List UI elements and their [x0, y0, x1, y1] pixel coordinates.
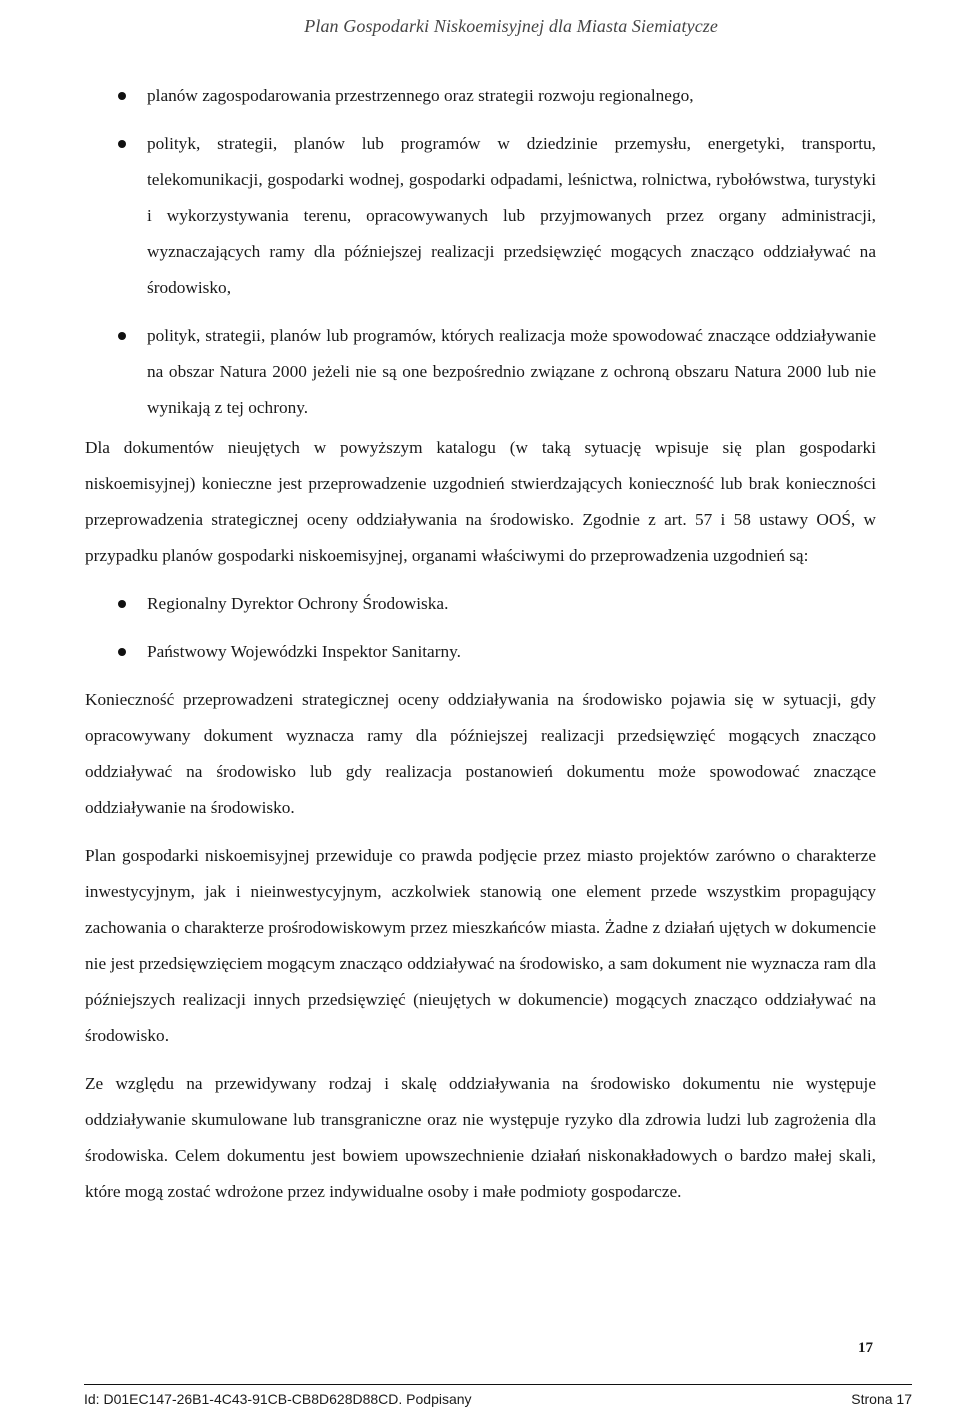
paragraph: Dla dokumentów nieujętych w powyższym katalogu (w taką sytuację wpisuje się plan gospodarki niskoemisyjnej) konieczne jest przeprowadzenie uzgodnień stwierdzających konieczność lub brak konieczności przeprowadzenia strategicznej oceny oddziaływania na środowisko. Zgodnie z art. 57 i 58 ustawy OOŚ, w przypadku planów gospodarki niskoemisyjnej, organami właściwymi do przeprowadzenia uzgodnień są:: [85, 438, 876, 565]
bullet-list-authorities: [85, 586, 876, 670]
bullet-list-plans: [85, 78, 876, 426]
bullet-icon: [118, 600, 126, 608]
bullet-icon: [118, 648, 126, 656]
bullet-icon: [118, 140, 126, 148]
page-number: 17: [858, 1340, 873, 1356]
list-item: [85, 78, 876, 114]
page-header-title: Plan Gospodarki Niskoemisyjnej dla Miasta Siemiatycze: [304, 16, 718, 36]
list-item-text: polityk, strategii, planów lub programów w dziedzinie przemysłu, energetyki, transportu, telekomunikacji, gospodarki wodnej, gospodarki odpadami, leśnictwa, rolnictwa, rybołówstwa, turystyki i wykorzystywania terenu, opracowywanych lub przyjmowanych przez organy administracji, wyznaczających ramy dla późniejszej realizacji przedsięwzięć mogących znacząco oddziaływać na środowisko,: [147, 134, 876, 297]
list-item-text: polityk, strategii, planów lub programów, których realizacja może spowodować znaczące oddziaływanie na obszar Natura 2000 jeżeli nie są one bezpośrednio związane z ochroną obszaru Natura 2000 lub nie wynikają z tej ochrony.: [147, 326, 876, 417]
footer-document-id: Id: D01EC147-26B1-4C43-91CB-CB8D628D88CD. Podpisany: [84, 1391, 472, 1407]
paragraph: Konieczność przeprowadzeni strategicznej oceny oddziaływania na środowisko pojawia się w sytuacji, gdy opracowywany dokument wyznacza ramy dla późniejszej realizacji przedsięwzięć mogących znacząco oddziaływać na środowisko lub gdy realizacja postanowień dokumentu może spowodować znaczące oddziaływanie na środowisko.: [85, 690, 876, 817]
footer-page-label: Strona 17: [851, 1391, 912, 1407]
list-item-text: planów zagospodarowania przestrzennego oraz strategii rozwoju regionalnego,: [147, 86, 694, 105]
list-item: [85, 318, 876, 426]
list-item-text: Państwowy Wojewódzki Inspektor Sanitarny.: [147, 642, 461, 661]
bullet-icon: [118, 92, 126, 100]
list-item-text: Regionalny Dyrektor Ochrony Środowiska.: [147, 594, 449, 613]
paragraph: Plan gospodarki niskoemisyjnej przewiduje co prawda podjęcie przez miasto projektów zarówno o charakterze inwestycyjnym, jak i nieinwestycyjnym, aczkolwiek stanowią one element przede wszystkim propagujący zachowania o charakterze prośrodowiskowym przez mieszkańców miasta. Żadne z działań ujętych w dokumencie nie jest przedsięwzięciem mogącym znacząco oddziaływać na środowisko, a sam dokument nie wyznacza ram dla późniejszych realizacji innych przedsięwzięć (nieujętych w dokumencie) mogących znacząco oddziaływać na środowisko.: [85, 846, 876, 1045]
document-body: [85, 78, 876, 1210]
bullet-icon: [118, 332, 126, 340]
footer-divider: [84, 1384, 912, 1385]
list-item: [85, 586, 876, 622]
list-item: [85, 634, 876, 670]
list-item: [85, 126, 876, 306]
paragraph: Ze względu na przewidywany rodzaj i skalę oddziaływania na środowisko dokumentu nie występuje oddziaływanie skumulowane lub transgraniczne oraz nie występuje ryzyko dla zdrowia ludzi lub zagrożenia dla środowiska. Celem dokumentu jest bowiem upowszechnienie działań niskonakładowych o bardzo małej skali, które mogą zostać wdrożone przez indywidualne osoby i małe podmioty gospodarcze.: [85, 1074, 876, 1201]
